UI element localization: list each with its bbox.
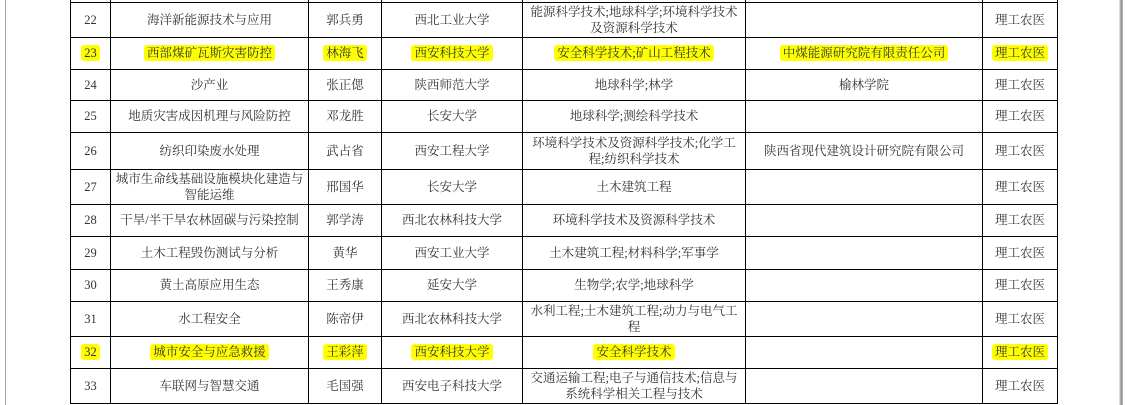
cell-name: 王秀康 <box>309 269 382 301</box>
cell-category: 理工农医 <box>983 269 1058 301</box>
cell-category: 理工农医 <box>983 169 1058 204</box>
cell-name: 郭兵勇 <box>309 2 382 37</box>
cell-topic: 黄土高原应用生态 <box>111 269 309 301</box>
cell-category: 理工农医 <box>983 204 1058 236</box>
highlight-mark: 安全科学技术;矿山工程技术 <box>554 45 713 61</box>
cell-company <box>746 236 983 269</box>
highlight-mark: 安全科学技术 <box>593 344 674 360</box>
cell-topic: 车联网与智慧交通 <box>111 368 309 403</box>
highlight-mark: 32 <box>81 344 100 360</box>
cell-subjects <box>523 336 746 368</box>
cell-subjects: 地球科学;林学 <box>523 69 746 100</box>
highlight-mark: 中煤能源研究院有限责任公司 <box>780 45 949 61</box>
cell-university: 西北农林科技大学 <box>382 204 523 236</box>
table-row <box>71 132 1058 169</box>
cell-company <box>746 269 983 301</box>
cell-category: 理工农医 <box>983 100 1058 132</box>
cell-category: 理工农医 <box>983 236 1058 269</box>
cell-name: 毛国强 <box>309 368 382 403</box>
cell-no: 30 <box>71 269 111 301</box>
cell-topic: 城市生命线基础设施模块化建造与智能运维 <box>111 169 309 204</box>
cell-university: 长安大学 <box>382 169 523 204</box>
cell-name: 邢国华 <box>309 169 382 204</box>
cell-subjects: 地球科学;测绘科学技术 <box>523 100 746 132</box>
talent-table <box>70 0 1058 404</box>
cell-name: 黄华 <box>309 236 382 269</box>
cell-university: 西北农林科技大学 <box>382 301 523 336</box>
cell-company <box>746 100 983 132</box>
cell-subjects: 生物学;农学;地球科学 <box>523 269 746 301</box>
cell-university <box>382 37 523 69</box>
cell-company <box>746 169 983 204</box>
table-row <box>71 336 1058 368</box>
cell-topic: 海洋新能源技术与应用 <box>111 2 309 37</box>
cell-subjects: 交通运输工程;电子与通信技术;信息与系统科学相关工程与技术 <box>523 368 746 403</box>
cell-topic: 干旱/半干旱农林固碳与污染控制 <box>111 204 309 236</box>
cell-name: 郭学涛 <box>309 204 382 236</box>
cell-category: 理工农医 <box>983 301 1058 336</box>
cell-subjects <box>523 37 746 69</box>
highlight-mark: 王彩萍 <box>323 344 367 360</box>
table-row <box>71 204 1058 236</box>
cell-name: 武占省 <box>309 132 382 169</box>
cell-category: 理工农医 <box>983 2 1058 37</box>
cell-category: 理工农医 <box>983 132 1058 169</box>
highlight-mark: 西安科技大学 <box>411 344 492 360</box>
table-row <box>71 368 1058 403</box>
highlight-mark: 城市安全与应急救援 <box>150 344 269 360</box>
cell-university: 西安工程大学 <box>382 132 523 169</box>
highlight-mark: 理工农医 <box>992 344 1048 360</box>
table-row <box>71 169 1058 204</box>
cell-name: 张正偲 <box>309 69 382 100</box>
cell-company <box>746 336 983 368</box>
cell-name <box>309 37 382 69</box>
cell-university <box>382 336 523 368</box>
cell-category <box>983 37 1058 69</box>
cell-company: 榆林学院 <box>746 69 983 100</box>
cell-no: 25 <box>71 100 111 132</box>
cell-no: 28 <box>71 204 111 236</box>
cell-university: 陕西师范大学 <box>382 69 523 100</box>
cell-company <box>746 301 983 336</box>
table-row <box>71 2 1058 37</box>
cell-university: 长安大学 <box>382 100 523 132</box>
cell-topic: 地质灾害成因机理与风险防控 <box>111 100 309 132</box>
table-row <box>71 100 1058 132</box>
highlight-mark: 西安科技大学 <box>411 45 492 61</box>
table-row <box>71 236 1058 269</box>
cell-no: 29 <box>71 236 111 269</box>
cell-subjects: 环境科学技术及资源科学技术;化学工程;纺织科学技术 <box>523 132 746 169</box>
cell-subjects: 水利工程;土木建筑工程;动力与电气工程 <box>523 301 746 336</box>
cell-topic <box>111 37 309 69</box>
cell-company: 陕西省现代建筑设计研究院有限公司 <box>746 132 983 169</box>
cell-no: 22 <box>71 2 111 37</box>
cell-category: 理工农医 <box>983 368 1058 403</box>
cell-subjects: 土木建筑工程;材料科学;军事学 <box>523 236 746 269</box>
cell-topic <box>111 336 309 368</box>
cell-no: 27 <box>71 169 111 204</box>
cell-topic: 水工程安全 <box>111 301 309 336</box>
cell-no: 33 <box>71 368 111 403</box>
cell-category <box>983 336 1058 368</box>
cell-no: 24 <box>71 69 111 100</box>
cell-university: 延安大学 <box>382 269 523 301</box>
cell-university: 西北工业大学 <box>382 2 523 37</box>
cell-university: 西安工业大学 <box>382 236 523 269</box>
table-body <box>71 0 1058 403</box>
cell-topic: 土木工程毁伤测试与分析 <box>111 236 309 269</box>
cell-no: 26 <box>71 132 111 169</box>
table-row <box>71 269 1058 301</box>
cell-no <box>71 336 111 368</box>
highlight-mark: 西部煤矿瓦斯灾害防控 <box>144 45 275 61</box>
cell-name: 陈帝伊 <box>309 301 382 336</box>
cell-subjects: 能源科学技术;地球科学;环境科学技术及资源科学技术 <box>523 2 746 37</box>
table-row <box>71 69 1058 100</box>
cell-no: 31 <box>71 301 111 336</box>
page-left-edge <box>5 0 6 405</box>
highlight-mark: 23 <box>81 45 100 61</box>
cell-company <box>746 37 983 69</box>
cell-company <box>746 204 983 236</box>
page-right-edge <box>1119 0 1123 405</box>
cell-topic: 纺织印染废水处理 <box>111 132 309 169</box>
table-row <box>71 301 1058 336</box>
cell-no <box>71 37 111 69</box>
cell-university: 西安电子科技大学 <box>382 368 523 403</box>
cell-name <box>309 336 382 368</box>
cell-name: 邓龙胜 <box>309 100 382 132</box>
cell-subjects: 环境科学技术及资源科学技术 <box>523 204 746 236</box>
table-row <box>71 37 1058 69</box>
cell-company <box>746 2 983 37</box>
highlight-mark: 理工农医 <box>992 45 1048 61</box>
cell-topic: 沙产业 <box>111 69 309 100</box>
cell-company <box>746 368 983 403</box>
cell-category: 理工农医 <box>983 69 1058 100</box>
cell-subjects: 土木建筑工程 <box>523 169 746 204</box>
highlight-mark: 林海飞 <box>323 45 367 61</box>
